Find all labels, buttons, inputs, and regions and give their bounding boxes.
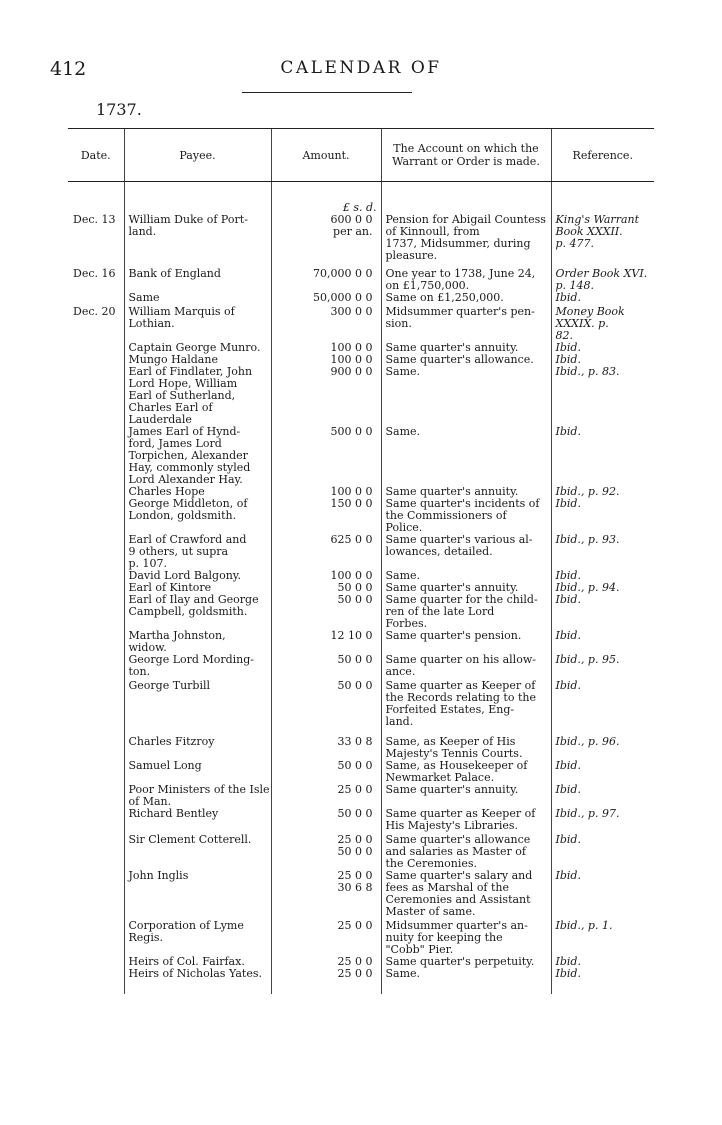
table-row xyxy=(68,426,654,486)
reference-cell-line: Ibid. xyxy=(555,569,581,582)
account-cell-line: Same. xyxy=(385,967,421,980)
account-cell-line: the Ceremonies. xyxy=(385,857,478,870)
date-cell: Dec. 20 xyxy=(73,305,116,318)
header-rule xyxy=(242,92,412,93)
amount-cell-line: 600 0 0 xyxy=(330,213,373,226)
account-cell-line: ance. xyxy=(385,665,416,678)
reference-cell xyxy=(551,968,654,980)
amount-cell-line: 25 0 0 xyxy=(337,919,373,932)
account-cell-line: Same quarter's annuity. xyxy=(385,783,519,796)
spacer-row xyxy=(68,182,654,215)
payee-cell-line: Captain George Munro. xyxy=(128,341,261,354)
payee-cell-line: Martha Johnston, xyxy=(128,629,226,642)
payee-cell-line: Sir Clement Cotterell. xyxy=(128,833,252,846)
account-cell-line: Newmarket Palace. xyxy=(385,771,495,784)
reference-cell xyxy=(551,426,654,486)
account-cell xyxy=(381,304,551,342)
amount-cell-line: 50 0 0 xyxy=(337,593,373,606)
payee-cell-line: John Inglis xyxy=(128,869,189,882)
account-cell-line: Same quarter's allowance xyxy=(385,833,531,846)
table-row xyxy=(68,832,654,870)
account-cell xyxy=(381,678,551,728)
payee-cell xyxy=(124,808,271,832)
payee-cell-line: Richard Bentley xyxy=(128,807,219,820)
account-cell-line: nuity for keeping the xyxy=(385,931,503,944)
amount-cell xyxy=(271,214,381,262)
account-cell-line: of Kinnoull, from xyxy=(385,225,480,238)
date-cell xyxy=(68,292,124,304)
reference-cell-line: Ibid. xyxy=(555,967,581,980)
account-cell xyxy=(381,498,551,534)
amount-cell xyxy=(271,870,381,918)
amount-cell-line: 100 0 0 xyxy=(330,485,373,498)
payee-cell-line: Bank of England xyxy=(128,267,221,280)
date-cell xyxy=(68,582,124,594)
amount-cell xyxy=(271,534,381,570)
account-cell-line: Majesty's Tennis Courts. xyxy=(385,747,523,760)
column-header-account: The Account on which the Warrant or Order is made. xyxy=(381,129,551,182)
account-cell-line: Same quarter's salary and xyxy=(385,869,533,882)
date-cell xyxy=(68,968,124,980)
account-cell xyxy=(381,918,551,956)
account-cell xyxy=(381,214,551,262)
payee-cell xyxy=(124,426,271,486)
reference-cell xyxy=(551,534,654,570)
amount-cell-line: 33 0 8 xyxy=(337,735,373,748)
amount-cell-line: 50 0 0 xyxy=(337,653,373,666)
reference-cell-line: Ibid. xyxy=(555,783,581,796)
amount-cell-line: 50 0 0 xyxy=(337,759,373,772)
amount-cell-line: 100 0 0 xyxy=(330,569,373,582)
account-cell xyxy=(381,808,551,832)
reference-cell-line: Money Book xyxy=(555,305,625,318)
amount-cell-line: 50 0 0 xyxy=(337,679,373,692)
reference-cell xyxy=(551,366,654,426)
amount-cell xyxy=(271,292,381,304)
payee-cell-line: London, goldsmith. xyxy=(128,509,237,522)
payee-cell-line: land. xyxy=(128,225,157,238)
payee-cell-line: James Earl of Hynd- xyxy=(128,425,241,438)
payee-cell-line: widow. xyxy=(128,641,167,654)
payee-cell xyxy=(124,870,271,918)
reference-cell-line: Ibid. xyxy=(555,341,581,354)
payee-cell-line: David Lord Balgony. xyxy=(128,569,242,582)
reference-cell-line: Ibid. xyxy=(555,353,581,366)
account-cell-line: Forbes. xyxy=(385,617,428,630)
account-cell-line: Same quarter's incidents of xyxy=(385,497,540,510)
account-cell xyxy=(381,760,551,784)
account-cell-line: One year to 1738, June 24, xyxy=(385,267,536,280)
amount-cell-line: 100 0 0 xyxy=(330,341,373,354)
amount-cell-line: 50 0 0 xyxy=(337,845,373,858)
payee-cell xyxy=(124,214,271,262)
payee-cell xyxy=(124,968,271,980)
amount-cell xyxy=(271,498,381,534)
account-cell-line: Same on £1,250,000. xyxy=(385,291,504,304)
table-body xyxy=(68,182,654,995)
reference-cell-line: Ibid., p. 92. xyxy=(555,485,620,498)
table-row xyxy=(68,214,654,262)
amount-cell xyxy=(271,832,381,870)
payee-cell xyxy=(124,534,271,570)
account-cell xyxy=(381,870,551,918)
date-cell xyxy=(68,870,124,918)
payee-cell xyxy=(124,292,271,304)
reference-cell xyxy=(551,678,654,728)
date-cell xyxy=(68,808,124,832)
payee-cell-line: Lauderdale xyxy=(128,413,192,426)
date-cell xyxy=(68,918,124,956)
running-title: CALENDAR OF xyxy=(280,58,442,78)
reference-cell-line: Ibid., p. 97. xyxy=(555,807,620,820)
reference-cell-line: Ibid. xyxy=(555,497,581,510)
amount-cell-line: 50 0 0 xyxy=(337,581,373,594)
date-cell xyxy=(68,426,124,486)
account-cell-line: Master of same. xyxy=(385,905,476,918)
date-cell xyxy=(68,594,124,630)
payee-cell-line: Charles Hope xyxy=(128,485,205,498)
payee-cell xyxy=(124,678,271,728)
column-header-payee: Payee. xyxy=(124,129,271,182)
account-cell xyxy=(381,534,551,570)
reference-cell-line: XXXIX. p. xyxy=(555,317,609,330)
amount-cell xyxy=(271,728,381,760)
reference-cell-line: Order Book XVI. xyxy=(555,267,648,280)
reference-cell xyxy=(551,262,654,292)
payee-cell-line: Campbell, goldsmith. xyxy=(128,605,248,618)
account-cell-line: Same quarter's pension. xyxy=(385,629,522,642)
account-cell-line: Same quarter on his allow- xyxy=(385,653,536,666)
payee-cell xyxy=(124,654,271,678)
payee-cell-line: ton. xyxy=(128,665,151,678)
account-cell xyxy=(381,262,551,292)
reference-cell-line: Ibid. xyxy=(555,679,581,692)
account-cell-line: and salaries as Master of xyxy=(385,845,526,858)
payee-cell-line: George Middleton, of xyxy=(128,497,248,510)
account-cell xyxy=(381,630,551,654)
table-row xyxy=(68,534,654,570)
reference-cell-line: 82. xyxy=(555,329,573,342)
date-cell xyxy=(68,760,124,784)
payee-cell xyxy=(124,594,271,630)
table-row xyxy=(68,728,654,760)
account-cell-line: Same quarter's perpetuity. xyxy=(385,955,535,968)
reference-cell xyxy=(551,832,654,870)
account-cell-line: Same, as Housekeeper of xyxy=(385,759,528,772)
account-cell-line: Same quarter's various al- xyxy=(385,533,533,546)
reference-cell-line: Ibid. xyxy=(555,869,581,882)
account-cell-line: on £1,750,000. xyxy=(385,279,470,292)
amount-cell-line: 70,000 0 0 xyxy=(313,267,373,280)
column-header-amount: Amount. xyxy=(271,129,381,182)
date-cell: Dec. 13 xyxy=(73,213,116,226)
account-cell-line: Same. xyxy=(385,365,421,378)
reference-cell-line: Ibid., p. 96. xyxy=(555,735,620,748)
reference-cell xyxy=(551,594,654,630)
amount-cell xyxy=(271,760,381,784)
account-cell xyxy=(381,426,551,486)
payee-cell-line: Earl of Findlater, John xyxy=(128,365,253,378)
amount-cell-line: 300 0 0 xyxy=(330,305,373,318)
reference-cell-line: Ibid. xyxy=(555,425,581,438)
account-cell-line: Midsummer quarter's pen- xyxy=(385,305,535,318)
amount-cell-line: 30 6 8 xyxy=(337,881,373,894)
account-cell-line: Same quarter's annuity. xyxy=(385,341,519,354)
payee-cell-line: 9 others, ut supra xyxy=(128,545,229,558)
amount-cell-line: 500 0 0 xyxy=(330,425,373,438)
date-cell xyxy=(68,366,124,426)
account-cell-line: Same quarter's annuity. xyxy=(385,581,519,594)
amount-cell-line: 12 10 0 xyxy=(330,629,373,642)
date-cell xyxy=(68,654,124,678)
date-cell xyxy=(68,342,124,354)
account-cell-line: 1737, Midsummer, during xyxy=(385,237,531,250)
account-cell-line: the Records relating to the xyxy=(385,691,536,704)
amount-cell xyxy=(271,678,381,728)
amount-cell xyxy=(271,304,381,342)
date-cell xyxy=(68,630,124,654)
payee-cell-line: Corporation of Lyme xyxy=(128,919,244,932)
date-cell: Dec. 16 xyxy=(73,267,116,280)
payee-cell-line: Earl of Sutherland, xyxy=(128,389,236,402)
table-row xyxy=(68,630,654,654)
reference-cell xyxy=(551,498,654,534)
account-cell-line: Same quarter for the child- xyxy=(385,593,538,606)
amount-cell xyxy=(271,594,381,630)
payee-cell xyxy=(124,784,271,808)
amount-cell xyxy=(271,262,381,292)
reference-cell xyxy=(551,654,654,678)
reference-cell-line: Ibid. xyxy=(555,593,581,606)
payee-cell-line: Charles Earl of xyxy=(128,401,213,414)
account-cell xyxy=(381,784,551,808)
account-cell-line: Pension for Abigail Countess xyxy=(385,213,546,226)
reference-cell-line: Book XXXII. xyxy=(555,225,623,238)
table-row xyxy=(68,678,654,728)
payee-cell xyxy=(124,918,271,956)
payee-cell-line: Heirs of Nicholas Yates. xyxy=(128,967,262,980)
reference-cell-line: Ibid., p. 95. xyxy=(555,653,620,666)
amount-cell-line: per an. xyxy=(333,225,373,238)
account-cell-line: fees as Marshal of the xyxy=(385,881,510,894)
payee-cell xyxy=(124,832,271,870)
payee-cell-line: Heirs of Col. Fairfax. xyxy=(128,955,245,968)
payee-cell xyxy=(124,728,271,760)
reference-cell-line: Ibid. xyxy=(555,759,581,772)
account-cell xyxy=(381,292,551,304)
reference-cell-line: Ibid. xyxy=(555,629,581,642)
amount-cell xyxy=(271,918,381,956)
payee-cell-line: Mungo Haldane xyxy=(128,353,218,366)
amount-cell-line: 25 0 0 xyxy=(337,783,373,796)
reference-cell xyxy=(551,728,654,760)
page-number: 412 xyxy=(50,58,87,80)
reference-cell-line: Ibid. xyxy=(555,291,581,304)
amount-cell xyxy=(271,968,381,980)
payee-cell-line: Lord Hope, William xyxy=(128,377,238,390)
amount-cell-line: 100 0 0 xyxy=(330,353,373,366)
date-cell xyxy=(68,678,124,728)
account-cell-line: the Commissioners of xyxy=(385,509,507,522)
account-cell-line: Same quarter as Keeper of xyxy=(385,679,536,692)
payee-cell-line: Hay, commonly styled xyxy=(128,461,251,474)
tail-row xyxy=(68,980,654,994)
reference-cell xyxy=(551,870,654,918)
account-cell-line: land. xyxy=(385,715,414,728)
account-cell-line: pleasure. xyxy=(385,249,438,262)
payee-cell-line: Samuel Long xyxy=(128,759,202,772)
account-cell-line: Same, as Keeper of His xyxy=(385,735,516,748)
payee-cell-line: William Marquis of xyxy=(128,305,235,318)
amount-cell xyxy=(271,426,381,486)
account-cell-line: Same quarter's annuity. xyxy=(385,485,519,498)
account-cell-line: Same quarter's allowance. xyxy=(385,353,534,366)
payee-cell-line: George Lord Mording- xyxy=(128,653,254,666)
column-header-reference: Reference. xyxy=(551,129,654,182)
account-cell-line: Midsummer quarter's an- xyxy=(385,919,528,932)
account-cell-line: Police. xyxy=(385,521,423,534)
payee-cell-line: Torpichen, Alexander xyxy=(128,449,248,462)
table-row xyxy=(68,594,654,630)
payee-cell-line: Lothian. xyxy=(128,317,175,330)
payee-cell-line: Charles Fitzroy xyxy=(128,735,215,748)
payee-cell-line: ford, James Lord xyxy=(128,437,222,450)
account-cell xyxy=(381,728,551,760)
date-cell xyxy=(68,570,124,582)
account-cell xyxy=(381,654,551,678)
payee-cell-line: p. 107. xyxy=(128,557,168,570)
reference-cell xyxy=(551,304,654,342)
amount-cell-line: 25 0 0 xyxy=(337,833,373,846)
reference-cell-line: Ibid., p. 83. xyxy=(555,365,620,378)
date-cell xyxy=(68,956,124,968)
reference-cell-line: Ibid., p. 1. xyxy=(555,919,613,932)
amount-cell xyxy=(271,784,381,808)
payee-cell xyxy=(124,366,271,426)
amount-cell-line: 25 0 0 xyxy=(337,869,373,882)
account-cell xyxy=(381,832,551,870)
table-row xyxy=(68,262,654,292)
payee-cell-line: Poor Ministers of the Isle xyxy=(128,783,270,796)
payee-cell-line: Regis. xyxy=(128,931,163,944)
reference-cell-line: Ibid. xyxy=(555,833,581,846)
account-cell-line: His Majesty's Libraries. xyxy=(385,819,519,832)
date-cell xyxy=(68,832,124,870)
currency-units: £ s. d. xyxy=(271,182,381,215)
payee-cell xyxy=(124,630,271,654)
amount-cell xyxy=(271,630,381,654)
date-cell xyxy=(68,498,124,534)
reference-cell xyxy=(551,292,654,304)
table-row xyxy=(68,918,654,956)
reference-cell-line: Ibid. xyxy=(555,955,581,968)
date-cell xyxy=(68,486,124,498)
column-header-date: Date. xyxy=(68,129,124,182)
reference-cell-line: King's Warrant xyxy=(555,213,640,226)
payee-cell-line: Earl of Ilay and George xyxy=(128,593,259,606)
payee-cell-line: Earl of Kintore xyxy=(128,581,212,594)
account-cell-line: lowances, detailed. xyxy=(385,545,493,558)
payee-cell-line: Same xyxy=(128,291,160,304)
reference-cell xyxy=(551,808,654,832)
reference-cell-line: Ibid., p. 94. xyxy=(555,581,620,594)
table-header-row xyxy=(68,129,654,182)
account-cell-line: Same quarter as Keeper of xyxy=(385,807,536,820)
account-cell-line: Same. xyxy=(385,569,421,582)
amount-cell-line: 25 0 0 xyxy=(337,967,373,980)
amount-cell-line: 25 0 0 xyxy=(337,955,373,968)
amount-cell-line: 900 0 0 xyxy=(330,365,373,378)
account-cell-line: Forfeited Estates, Eng- xyxy=(385,703,515,716)
payee-cell xyxy=(124,304,271,342)
payee-cell xyxy=(124,760,271,784)
reference-cell xyxy=(551,760,654,784)
date-cell xyxy=(68,534,124,570)
reference-cell-line: p. 148. xyxy=(555,279,595,292)
account-cell xyxy=(381,366,551,426)
table-row xyxy=(68,808,654,832)
amount-cell xyxy=(271,808,381,832)
date-cell xyxy=(68,728,124,760)
account-cell-line: "Cobb" Pier. xyxy=(385,943,454,956)
year-heading: 1737. xyxy=(96,100,142,119)
table-row xyxy=(68,870,654,918)
reference-cell xyxy=(551,630,654,654)
amount-cell-line: 50,000 0 0 xyxy=(313,291,373,304)
amount-cell-line: 50 0 0 xyxy=(337,807,373,820)
payee-cell-line: Earl of Crawford and xyxy=(128,533,247,546)
amount-cell xyxy=(271,366,381,426)
warrant-table xyxy=(68,128,654,994)
table-row xyxy=(68,292,654,304)
payee-cell-line: Lord Alexander Hay. xyxy=(128,473,243,486)
account-cell-line: Same. xyxy=(385,425,421,438)
account-cell-line: ren of the late Lord xyxy=(385,605,495,618)
reference-cell-line: Ibid., p. 93. xyxy=(555,533,620,546)
date-cell xyxy=(68,354,124,366)
table-row xyxy=(68,366,654,426)
table-row xyxy=(68,968,654,980)
amount-cell xyxy=(271,654,381,678)
reference-cell xyxy=(551,214,654,262)
payee-cell-line: William Duke of Port- xyxy=(128,213,248,226)
table-row xyxy=(68,784,654,808)
table-row xyxy=(68,760,654,784)
table-row xyxy=(68,498,654,534)
reference-cell-line: p. 477. xyxy=(555,237,595,250)
payee-cell-line: of Man. xyxy=(128,795,172,808)
payee-cell-line: George Turbill xyxy=(128,679,211,692)
reference-cell xyxy=(551,784,654,808)
account-cell xyxy=(381,968,551,980)
table-row xyxy=(68,654,654,678)
payee-cell xyxy=(124,498,271,534)
date-cell xyxy=(68,784,124,808)
amount-cell-line: 150 0 0 xyxy=(330,497,373,510)
account-cell xyxy=(381,594,551,630)
amount-cell-line: 625 0 0 xyxy=(330,533,373,546)
payee-cell xyxy=(124,262,271,292)
account-cell-line: Ceremonies and Assistant xyxy=(385,893,531,906)
table-row xyxy=(68,304,654,342)
reference-cell xyxy=(551,918,654,956)
account-cell-line: sion. xyxy=(385,317,412,330)
